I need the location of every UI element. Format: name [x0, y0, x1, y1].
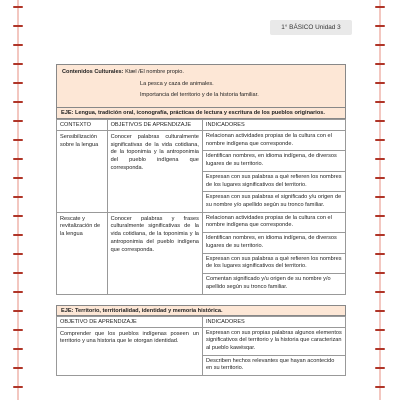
- grade-unit-badge: 1° BÁSICO Unidad 3: [270, 20, 352, 35]
- objetivo-cell: Comprender que los pueblos indígenas poseen un territorio y una historia que le otorgan identidad.: [57, 327, 203, 376]
- border-tick-mark: [375, 177, 385, 179]
- border-tick-mark: [375, 120, 385, 122]
- border-tick-mark: [375, 234, 385, 236]
- border-tick-mark: [13, 101, 23, 103]
- border-tick-mark: [13, 120, 23, 122]
- border-tick-mark: [375, 63, 385, 65]
- indicador-cell: Expresan con sus palabras a qué refieren los nombres de los lugares significativos del territorio.: [202, 171, 345, 191]
- border-tick-mark: [13, 291, 23, 293]
- table-row: [57, 131, 346, 151]
- contenido-item: La pesca y caza de animales.: [140, 80, 214, 87]
- border-tick-mark: [375, 6, 385, 8]
- border-tick-mark: [375, 367, 385, 369]
- indicador-cell: Relacionan actividades propias de la cultura con el nombre indígena que corresponde.: [202, 212, 345, 232]
- left-decorative-border: [13, 0, 23, 400]
- border-tick-mark: [375, 139, 385, 141]
- eje-territorio-title: EJE: Territorio, territorialidad, identidad y memoria histórica.: [56, 305, 346, 316]
- border-tick-mark: [13, 25, 23, 27]
- border-tick-mark: [13, 6, 23, 8]
- border-tick-mark: [13, 253, 23, 255]
- border-tick-mark: [13, 177, 23, 179]
- eje-territorio-table: [56, 316, 346, 377]
- border-tick-mark: [13, 44, 23, 46]
- border-tick-mark: [13, 82, 23, 84]
- contexto-cell: Rescate y revitalización de la lengua: [57, 212, 108, 294]
- border-tick-mark: [375, 329, 385, 331]
- border-tick-mark: [375, 215, 385, 217]
- border-tick-mark: [13, 215, 23, 217]
- border-tick-mark: [13, 158, 23, 160]
- border-line: [17, 0, 19, 400]
- border-tick-mark: [375, 196, 385, 198]
- border-tick-mark: [375, 272, 385, 274]
- indicador-cell: Expresan con sus propias palabras algunos elementos significativos del territorio y la historia que caracterizan al pueblo kawésqar.: [202, 327, 345, 355]
- table-header-row: [57, 316, 346, 327]
- objetivo-cell: Conocer palabras y frases culturalmente significativas de la vida cotidiana, de la toponimia y la antroponimia del pueblo indígena que corresponda.: [107, 212, 202, 294]
- border-tick-mark: [13, 234, 23, 236]
- border-tick-mark: [375, 101, 385, 103]
- contenidos-label: Contenidos Culturales:: [62, 69, 124, 75]
- contenido-item: Ktæl /El nombre propio.: [125, 69, 184, 75]
- border-tick-mark: [375, 44, 385, 46]
- border-tick-mark: [375, 291, 385, 293]
- border-tick-mark: [13, 329, 23, 331]
- table-row: [57, 327, 346, 355]
- table-header-row: [57, 120, 346, 131]
- contexto-cell: Sensibilización sobre la lengua: [57, 131, 108, 213]
- border-tick-mark: [13, 367, 23, 369]
- column-header: INDICADORES: [202, 120, 345, 131]
- column-header: OBJETIVOS DE APRENDIZAJE: [107, 120, 202, 131]
- indicador-cell: Identifican nombres, en idioma indígena, de diversos lugares de su territorio.: [202, 233, 345, 253]
- border-tick-mark: [375, 158, 385, 160]
- border-tick-mark: [375, 253, 385, 255]
- column-header: INDICADORES: [202, 316, 345, 327]
- right-decorative-border: [375, 0, 385, 400]
- eje-lengua-title: EJE: Lengua, tradición oral, iconografía, prácticas de lectura y escritura de los pueblos originarios.: [56, 108, 346, 119]
- indicador-cell: Describen hechos relevantes que hayan acontecido en su territorio.: [202, 355, 345, 375]
- border-tick-mark: [375, 348, 385, 350]
- indicador-cell: Expresan con sus palabras el significado y/u origen de su nombre y/o apellido según su tronco familiar.: [202, 192, 345, 212]
- border-tick-mark: [13, 310, 23, 312]
- contenidos-culturales-box: [56, 64, 346, 108]
- contenido-item: Importancia del territorio y de la historia familiar.: [140, 92, 259, 99]
- column-header: OBJETIVO DE APRENDIZAJE: [57, 316, 203, 327]
- border-tick-mark: [13, 63, 23, 65]
- indicador-cell: Relacionan actividades propias de la cultura con el nombre indígena que corresponde.: [202, 131, 345, 151]
- table-row: [57, 212, 346, 232]
- border-tick-mark: [375, 82, 385, 84]
- border-tick-mark: [375, 386, 385, 388]
- border-tick-mark: [13, 272, 23, 274]
- border-tick-mark: [13, 348, 23, 350]
- indicador-cell: Comentan significado y/u origen de su nombre y/o apellido según su tronco familiar.: [202, 274, 345, 294]
- curriculum-document: [56, 64, 346, 376]
- border-tick-mark: [375, 25, 385, 27]
- column-header: CONTEXTO: [57, 120, 108, 131]
- border-tick-mark: [13, 139, 23, 141]
- border-line: [379, 0, 381, 400]
- indicador-cell: Expresan con sus palabras a qué refieren los nombres de los lugares significativos del territorio.: [202, 253, 345, 273]
- eje-lengua-table: [56, 119, 346, 295]
- border-tick-mark: [375, 310, 385, 312]
- indicador-cell: Identifican nombres, en idioma indígena, de diversos lugares de su territorio.: [202, 151, 345, 171]
- border-tick-mark: [13, 386, 23, 388]
- border-tick-mark: [13, 196, 23, 198]
- objetivo-cell: Conocer palabras culturalmente significativas de la vida cotidiana, de la toponimia y la antroponimia del pueblo indígena que corresponda.: [107, 131, 202, 213]
